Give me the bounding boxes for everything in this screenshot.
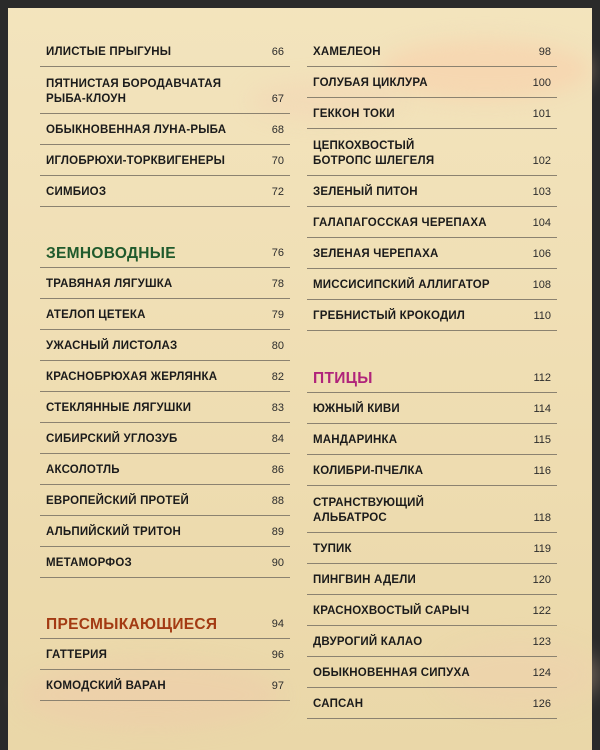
section-spacer <box>40 207 290 236</box>
section-heading-reptiles[interactable] <box>40 607 290 639</box>
entry-page: 123 <box>532 636 551 648</box>
entry-page: 80 <box>271 340 284 352</box>
entry-page: 66 <box>271 46 284 58</box>
entry-title: ЮЖНЫЙ КИВИ <box>313 403 400 415</box>
entry-title: ИЛИСТЫЕ ПРЫГУНЫ <box>46 46 172 58</box>
section-heading-amphibians[interactable] <box>40 236 290 268</box>
entry-page: 103 <box>532 186 551 198</box>
entry-title: СИБИРСКИЙ УГЛОЗУБ <box>46 433 178 445</box>
entry-page: 102 <box>532 155 551 167</box>
entry-title: УЖАСНЫЙ ЛИСТОЛАЗ <box>46 340 178 352</box>
entry-page: 126 <box>532 698 551 710</box>
entry-page: 114 <box>533 403 551 415</box>
toc-entry[interactable] <box>307 533 557 564</box>
toc-entry[interactable] <box>307 486 557 533</box>
entry-title: ЦЕПКОХВОСТЫЙ БОТРОПС ШЛЕГЕЛЯ <box>313 140 435 167</box>
toc-entry[interactable] <box>40 176 290 207</box>
toc-entry[interactable] <box>307 657 557 688</box>
entry-title: МИССИСИПСКИЙ АЛЛИГАТОР <box>313 279 490 291</box>
entry-title: ИГЛОБРЮХИ-ТОРКВИГЕНЕРЫ <box>46 155 226 167</box>
toc-column-right <box>307 36 557 719</box>
entry-page: 124 <box>532 667 551 679</box>
entry-page: 100 <box>532 77 551 89</box>
entry-title: МАНДАРИНКА <box>313 434 398 446</box>
entry-page: 82 <box>271 371 284 383</box>
entry-page: 118 <box>533 512 551 524</box>
entry-title: ТРАВЯНАЯ ЛЯГУШКА <box>46 278 173 290</box>
toc-entry[interactable] <box>307 176 557 207</box>
toc-entry[interactable] <box>307 393 557 424</box>
toc-entry[interactable] <box>40 423 290 454</box>
entry-page: 104 <box>532 217 551 229</box>
toc-entry[interactable] <box>307 300 557 331</box>
entry-title: СИМБИОЗ <box>46 186 107 198</box>
entry-page: 96 <box>271 649 284 661</box>
section-page: 94 <box>271 618 284 630</box>
entry-page: 97 <box>271 680 284 692</box>
entry-page: 98 <box>538 46 551 58</box>
entry-title: ГОЛУБАЯ ЦИКЛУРА <box>313 77 428 89</box>
entry-title: АТЕЛОП ЦЕТЕКА <box>46 309 146 321</box>
entry-page: 79 <box>271 309 284 321</box>
entry-title: КОМОДСКИЙ ВАРАН <box>46 680 166 692</box>
entry-page: 122 <box>532 605 551 617</box>
entry-title: ЗЕЛЕНЫЙ ПИТОН <box>313 186 418 198</box>
toc-entry[interactable] <box>40 299 290 330</box>
entry-title: ЗЕЛЕНАЯ ЧЕРЕПАХА <box>313 248 439 260</box>
entry-title: КРАСНОБРЮХАЯ ЖЕРЛЯНКА <box>46 371 218 383</box>
toc-entry[interactable] <box>307 455 557 486</box>
entry-page: 120 <box>532 574 551 586</box>
section-heading-birds[interactable] <box>307 361 557 393</box>
section-spacer <box>307 331 557 361</box>
toc-entry[interactable] <box>307 688 557 719</box>
section-page: 112 <box>533 372 551 384</box>
toc-column-left <box>40 36 290 701</box>
toc-entry[interactable] <box>40 454 290 485</box>
entry-page: 70 <box>271 155 284 167</box>
toc-entry[interactable] <box>40 670 290 701</box>
section-spacer <box>40 578 290 607</box>
section-title: ЗЕМНОВОДНЫЕ <box>46 245 176 262</box>
toc-entry[interactable] <box>307 67 557 98</box>
toc-entry[interactable] <box>40 36 290 67</box>
entry-title: КРАСНОХВОСТЫЙ САРЫЧ <box>313 605 470 617</box>
entry-title: АКСОЛОТЛЬ <box>46 464 120 476</box>
entry-page: 72 <box>271 186 284 198</box>
toc-entry[interactable] <box>307 129 557 176</box>
toc-entry[interactable] <box>307 207 557 238</box>
toc-entry[interactable] <box>307 424 557 455</box>
entry-page: 89 <box>271 526 284 538</box>
entry-page: 68 <box>271 124 284 136</box>
entry-page: 116 <box>533 465 551 477</box>
toc-entry[interactable] <box>307 269 557 300</box>
toc-entry[interactable] <box>307 238 557 269</box>
toc-entry[interactable] <box>40 114 290 145</box>
entry-title: САПСАН <box>313 698 364 710</box>
entry-page: 86 <box>271 464 284 476</box>
entry-page: 119 <box>533 543 551 555</box>
entry-page: 101 <box>532 108 551 120</box>
entry-page: 78 <box>271 278 284 290</box>
entry-title: ГРЕБНИСТЫЙ КРОКОДИЛ <box>313 310 466 322</box>
toc-entry[interactable] <box>40 392 290 423</box>
section-title: ПТИЦЫ <box>313 370 373 387</box>
toc-entry[interactable] <box>40 268 290 299</box>
entry-page: 110 <box>533 310 551 322</box>
entry-title: ПИНГВИН АДЕЛИ <box>313 574 416 586</box>
entry-title: СТЕКЛЯННЫЕ ЛЯГУШКИ <box>46 402 192 414</box>
entry-title: ХАМЕЛЕОН <box>313 46 381 58</box>
section-title: ПРЕСМЫКАЮЩИЕСЯ <box>46 616 218 633</box>
toc-entry[interactable] <box>307 564 557 595</box>
entry-title: АЛЬПИЙСКИЙ ТРИТОН <box>46 526 181 538</box>
entry-page: 90 <box>271 557 284 569</box>
toc-entry[interactable] <box>40 639 290 670</box>
toc-entry[interactable] <box>40 547 290 578</box>
entry-page: 88 <box>271 495 284 507</box>
section-page: 76 <box>271 247 284 259</box>
entry-page: 115 <box>533 434 551 446</box>
toc-entry[interactable] <box>307 36 557 67</box>
entry-page: 108 <box>532 279 551 291</box>
entry-title: ДВУРОГИЙ КАЛАО <box>313 636 423 648</box>
entry-page: 84 <box>271 433 284 445</box>
entry-page: 83 <box>271 402 284 414</box>
entry-title: МЕТАМОРФОЗ <box>46 557 132 569</box>
entry-title: ЕВРОПЕЙСКИЙ ПРОТЕЙ <box>46 495 189 507</box>
entry-title: КОЛИБРИ-ПЧЕЛКА <box>313 465 424 477</box>
entry-title: ГАЛАПАГОССКАЯ ЧЕРЕПАХА <box>313 217 487 229</box>
toc-entry[interactable] <box>40 145 290 176</box>
toc-entry[interactable] <box>307 595 557 626</box>
entry-title: ГАТТЕРИЯ <box>46 649 108 661</box>
entry-title: ОБЫКНОВЕННАЯ СИПУХА <box>313 667 470 679</box>
entry-title: ОБЫКНОВЕННАЯ ЛУНА-РЫБА <box>46 124 227 136</box>
toc-entry[interactable] <box>40 516 290 547</box>
entry-title: СТРАНСТВУЮЩИЙ АЛЬБАТРОС <box>313 497 425 524</box>
entry-page: 67 <box>271 93 284 105</box>
toc-entry[interactable] <box>40 67 290 114</box>
toc-entry[interactable] <box>40 485 290 516</box>
entry-page: 106 <box>532 248 551 260</box>
entry-title: ТУПИК <box>313 543 352 555</box>
toc-entry[interactable] <box>307 626 557 657</box>
toc-entry[interactable] <box>307 98 557 129</box>
toc-entry[interactable] <box>40 330 290 361</box>
entry-title: ПЯТНИСТАЯ БОРОДАВЧАТАЯ РЫБА-КЛОУН <box>46 78 222 105</box>
entry-title: ГЕККОН ТОКИ <box>313 108 395 120</box>
toc-entry[interactable] <box>40 361 290 392</box>
